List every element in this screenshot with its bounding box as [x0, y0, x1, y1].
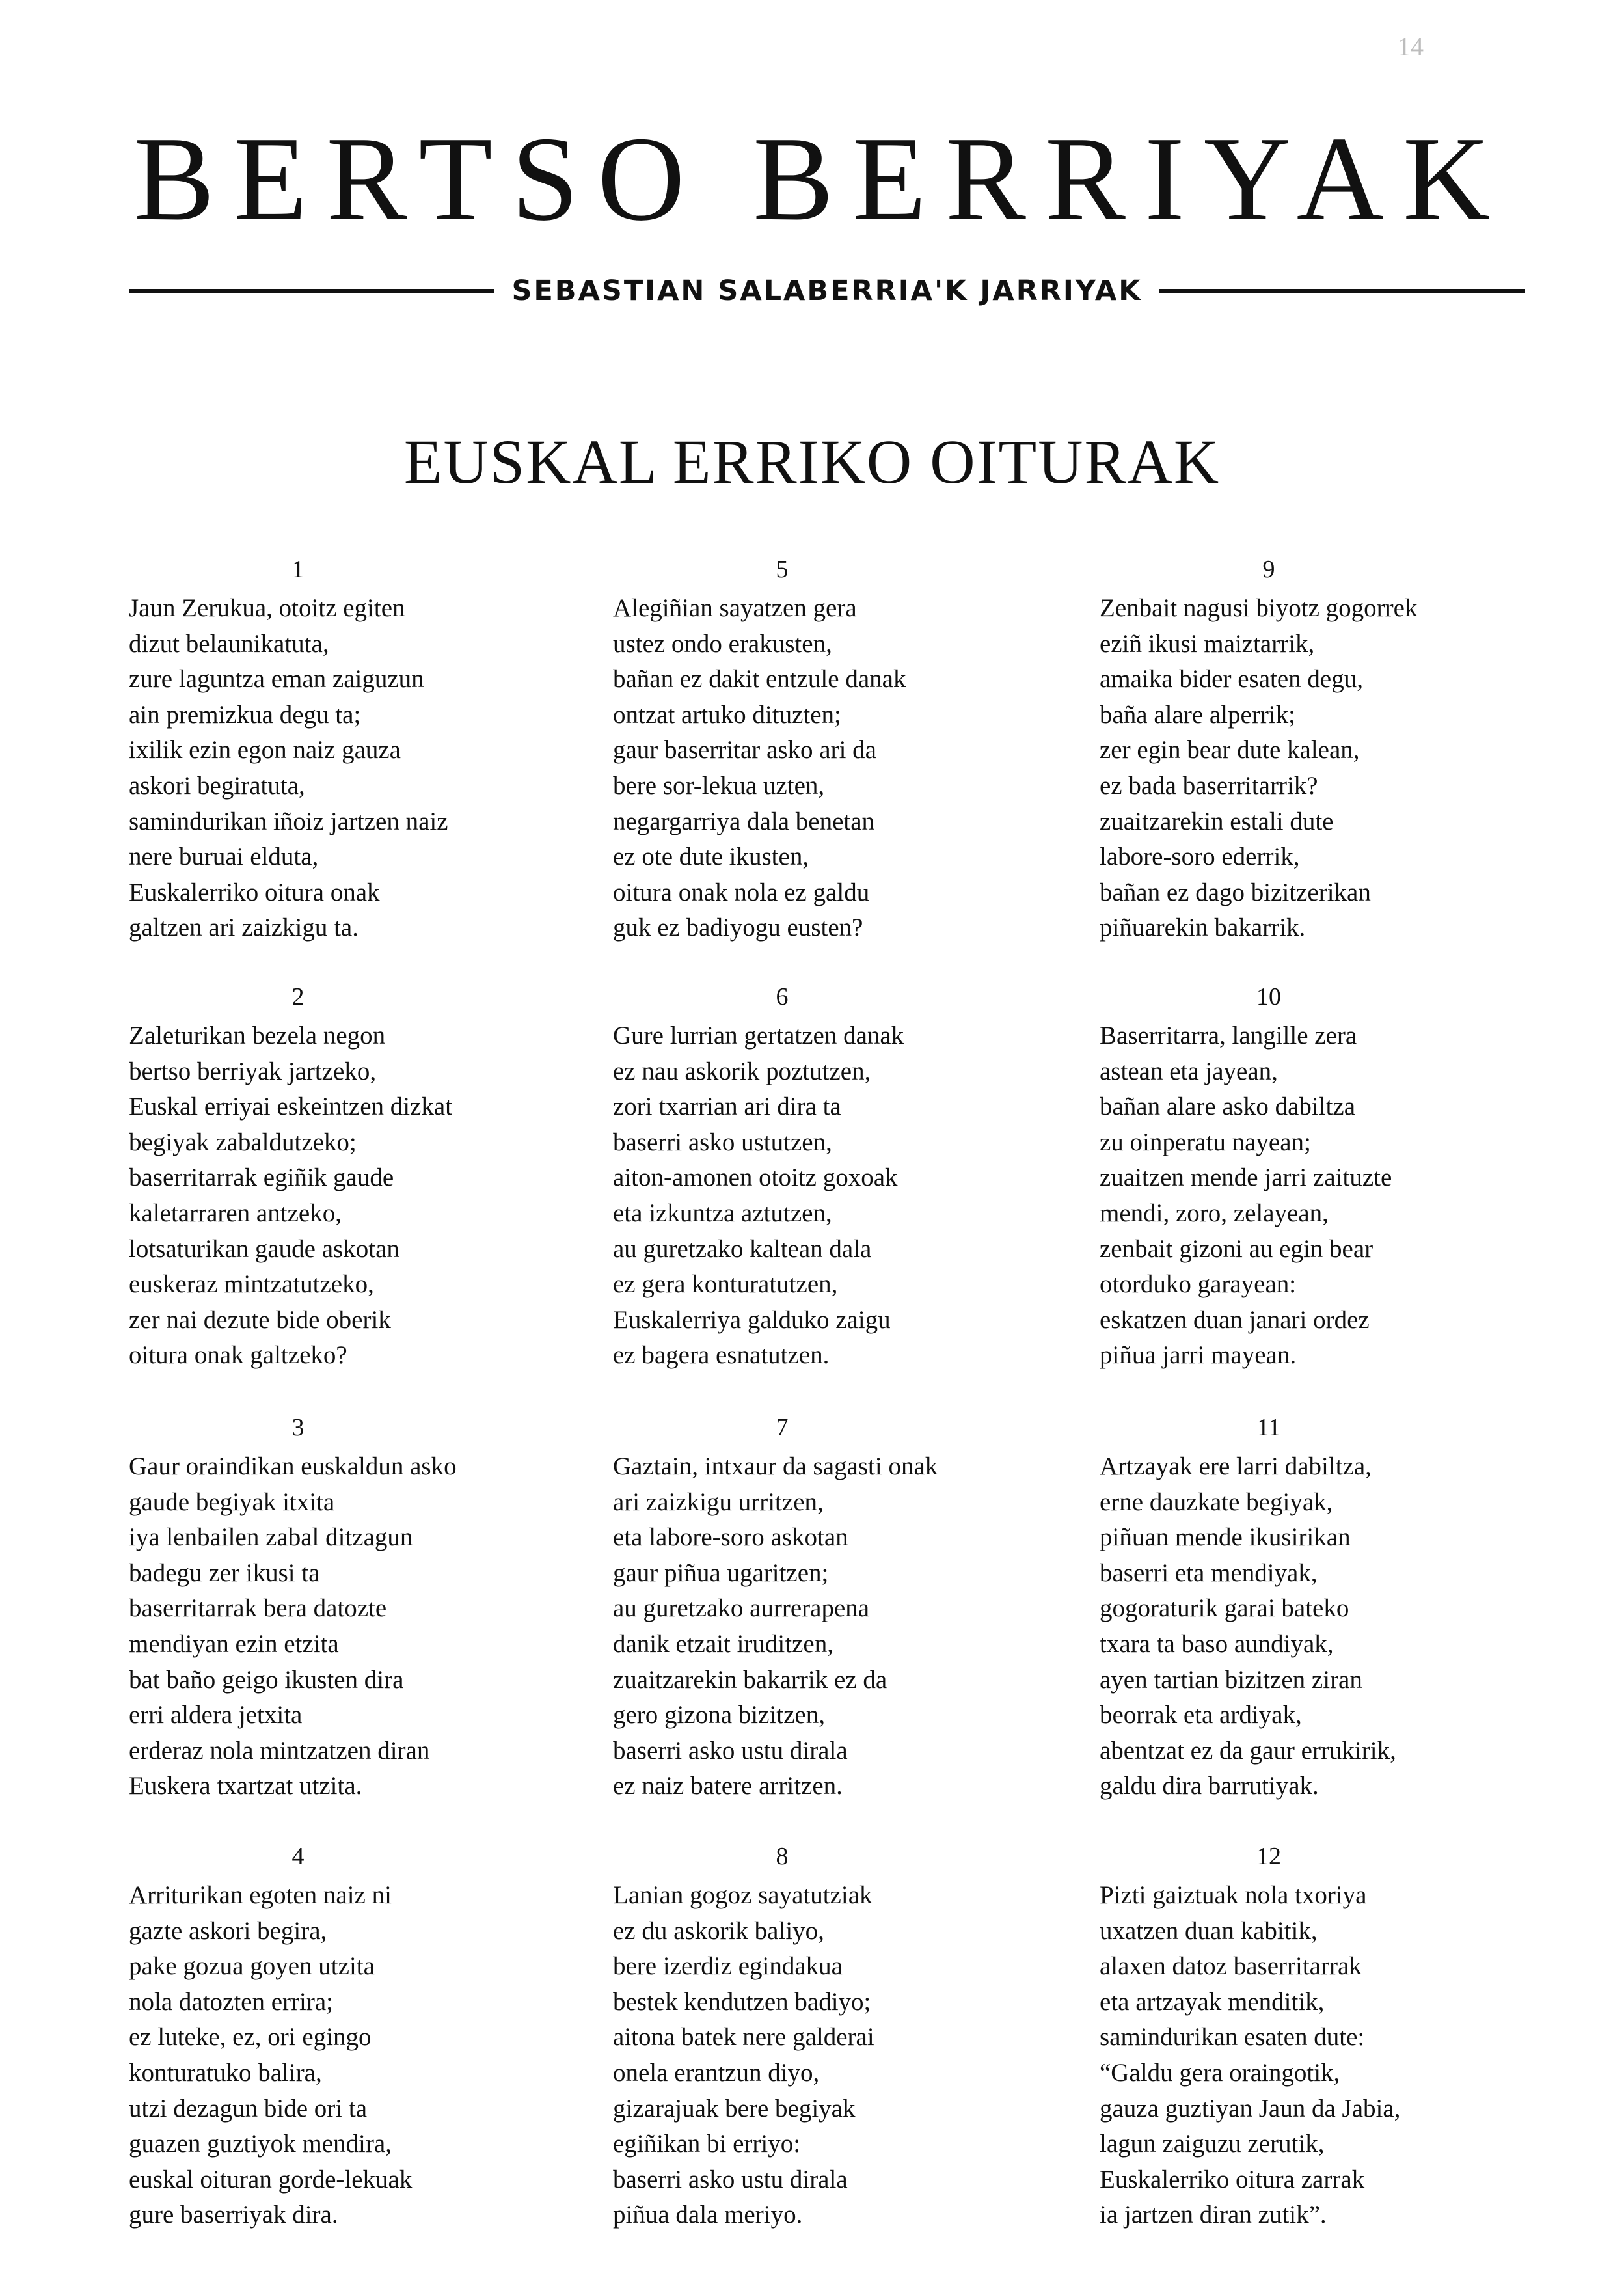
verse-line: negargarriya dala benetan: [613, 807, 875, 835]
stanza-lines: [613, 1018, 904, 1374]
verse-line: eskatzen duan janari ordez: [1100, 1305, 1370, 1334]
verse-line: nere buruai elduta,: [129, 843, 319, 871]
verse-line: ayen tartian bizitzen ziran: [1100, 1665, 1362, 1694]
verse-line: utzi dezagun bide ori ta: [129, 2094, 368, 2123]
verse-line: gazte askori begira,: [129, 1916, 327, 1945]
main-title: BERTSO BERRIYAK: [133, 112, 1509, 246]
verse-line: bañan alare asko dabiltza: [1100, 1093, 1356, 1121]
verse-line: bestek kendutzen badiyo;: [613, 1987, 871, 2016]
verse-line: zer egin bear dute kalean,: [1100, 736, 1360, 765]
stanza-lines: [613, 1449, 938, 1804]
byline-row: [129, 273, 1525, 308]
verse-line: begiyak zabaldutzeko;: [129, 1128, 357, 1156]
verse-line: galdu dira barrutiyak.: [1100, 1772, 1319, 1800]
verse-line: euskeraz mintzatutzeko,: [129, 1270, 374, 1299]
verse-line: ez bada baserritarrik?: [1100, 771, 1318, 800]
verse-line: Euskalerriko oitura zarrak: [1100, 2165, 1365, 2194]
verse-line: ez du askorik baliyo,: [613, 1916, 824, 1945]
stanza-number: 3: [291, 1414, 304, 1441]
verse-line: badegu zer ikusi ta: [129, 1558, 320, 1587]
verse-line: eta labore-soro askotan: [613, 1523, 848, 1552]
verse-line: erri aldera jetxita: [129, 1701, 303, 1730]
verse-line: lagun zaiguzu zerutik,: [1100, 2130, 1325, 2158]
stanza-lines: [129, 591, 448, 946]
verse-line: gaude begiyak itxita: [129, 1487, 335, 1516]
verse-line: gure baserriyak dira.: [129, 2201, 338, 2229]
verse-line: nola datozten errira;: [129, 1987, 333, 2016]
verse-line: zuaitzarekin bakarrik ez da: [613, 1665, 887, 1694]
verse-line: alaxen datoz baserritarrak: [1100, 1952, 1362, 1981]
verse-line: ari zaizkigu urritzen,: [613, 1487, 824, 1516]
verse-line: baserri asko ustu dirala: [613, 1736, 848, 1765]
verse-line: egiñikan bi erriyo:: [613, 2130, 801, 2158]
verse-line: lotsaturikan gaude askotan: [129, 1234, 399, 1263]
verse-line: piñua dala meriyo.: [613, 2201, 803, 2229]
verse-line: ixilik ezin egon naiz gauza: [129, 736, 401, 765]
verse-line: bañan ez dago bizitzerikan: [1100, 878, 1371, 906]
verse-line: guk ez badiyogu eusten?: [613, 914, 863, 942]
stanza-lines: [129, 1878, 412, 2233]
verse-line: Lanian gogoz sayatutziak: [613, 1881, 873, 1909]
verse-line: zori txarrian ari dira ta: [613, 1093, 841, 1121]
verse-line: Pizti gaiztuak nola txoriya: [1100, 1881, 1367, 1909]
verse-line: gaur piñua ugaritzen;: [613, 1558, 829, 1587]
verse-line: Gaur oraindikan euskaldun asko: [129, 1452, 457, 1480]
stanza-number: 2: [291, 983, 304, 1011]
verse-line: ia jartzen diran zutik”.: [1100, 2201, 1327, 2229]
verse-line: eziñ ikusi maiztarrik,: [1100, 629, 1315, 658]
verse-line: gauza guztiyan Jaun da Jabia,: [1100, 2094, 1401, 2123]
verse-line: au guretzako aurrerapena: [613, 1594, 870, 1623]
verse-line: Euskalerriko oitura onak: [129, 878, 380, 906]
verse-line: ez ote dute ikusten,: [613, 843, 809, 871]
stanza-lines: [129, 1449, 457, 1804]
stanza-number: 7: [776, 1414, 789, 1441]
stanza-lines: [1100, 1018, 1392, 1374]
verse-line: oitura onak galtzeko?: [129, 1341, 347, 1370]
verse-line: ez nau askorik poztutzen,: [613, 1057, 871, 1085]
stanza-number: 10: [1256, 983, 1281, 1011]
section-title: EUSKAL ERRIKO OITURAK: [403, 427, 1221, 496]
stanza-number: 8: [776, 1843, 789, 1870]
verse-line: euskal oituran gorde-lekuak: [129, 2165, 413, 2194]
verse-line: baserri eta mendiyak,: [1100, 1558, 1318, 1587]
verse-line: otorduko garayean:: [1100, 1270, 1297, 1299]
verse-line: ez luteke, ez, ori egingo: [129, 2023, 372, 2052]
verse-line: baserri asko ustu dirala: [613, 2165, 848, 2194]
verse-line: Euskera txartzat utzita.: [129, 1772, 362, 1800]
verse-line: Alegiñian sayatzen gera: [613, 594, 857, 622]
verse-line: galtzen ari zaizkigu ta.: [129, 914, 359, 942]
verse-line: samindurikan esaten dute:: [1100, 2023, 1365, 2052]
verse-line: samindurikan iñoiz jartzen naiz: [129, 807, 448, 835]
verse-line: bere sor-lekua uzten,: [613, 771, 825, 800]
verse-line: pake gozua goyen utzita: [129, 1952, 375, 1981]
verse-line: dizut belaunikatuta,: [129, 629, 329, 658]
verse-line: Zaleturikan bezela negon: [129, 1022, 386, 1050]
verse-line: Gaztain, intxaur da sagasti onak: [613, 1452, 938, 1480]
author-byline: SEBASTIAN SALABERRIA'K JARRIYAK: [511, 275, 1143, 307]
verse-line: baserritarrak egiñik gaude: [129, 1163, 394, 1192]
verse-line: konturatuko balira,: [129, 2058, 322, 2087]
verse-line: Baserritarra, langille zera: [1100, 1022, 1357, 1050]
verse-line: baserri asko ustutzen,: [613, 1128, 832, 1156]
verse-line: bat baño geigo ikusten dira: [129, 1665, 404, 1694]
verse-line: oitura onak nola ez galdu: [613, 878, 870, 906]
verse-line: Arriturikan egoten naiz ni: [129, 1881, 392, 1909]
verse-line: astean eta jayean,: [1100, 1057, 1278, 1085]
verse-line: ez gera konturatutzen,: [613, 1270, 838, 1299]
verse-line: Gure lurrian gertatzen danak: [613, 1022, 904, 1050]
verse-line: piñuan mende ikusirikan: [1100, 1523, 1351, 1552]
verse-line: askori begiratuta,: [129, 771, 305, 800]
verse-line: ain premizkua degu ta;: [129, 700, 361, 729]
verse-line: baserritarrak bera datozte: [129, 1594, 387, 1623]
verse-line: beorrak eta ardiyak,: [1100, 1701, 1302, 1730]
page-corner-mark: 14: [1398, 32, 1424, 61]
verse-line: eta izkuntza aztutzen,: [613, 1199, 832, 1227]
stanza-number: 5: [776, 556, 789, 583]
verse-line: baña alare alperrik;: [1100, 700, 1295, 729]
verse-line: gaur baserritar asko ari da: [613, 736, 876, 765]
stanza-number: 11: [1256, 1414, 1281, 1441]
verse-line: gero gizona bizitzen,: [613, 1701, 825, 1730]
verse-line: zure laguntza eman zaiguzun: [129, 665, 424, 694]
verse-line: zer nai dezute bide oberik: [129, 1305, 391, 1334]
verse-line: ez naiz batere arritzen.: [613, 1772, 843, 1800]
verse-line: txara ta baso aundiyak,: [1100, 1629, 1334, 1658]
left-rule: [129, 289, 494, 293]
verse-line: onela erantzun diyo,: [613, 2058, 820, 2087]
verse-line: danik etzait iruditzen,: [613, 1629, 833, 1658]
verse-line: uxatzen duan kabitik,: [1100, 1916, 1318, 1945]
verse-line: kaletarraren antzeko,: [129, 1199, 342, 1227]
right-rule: [1159, 289, 1525, 293]
stanza-number: 6: [776, 983, 789, 1011]
verse-line: guazen guztiyok mendira,: [129, 2130, 392, 2158]
verse-line: gogoraturik garai bateko: [1100, 1594, 1349, 1623]
verse-line: aiton-amonen otoitz goxoak: [613, 1163, 898, 1192]
verse-line: au guretzako kaltean dala: [613, 1234, 872, 1263]
verse-line: Zenbait nagusi biyotz gogorrek: [1100, 594, 1418, 622]
verse-line: erderaz nola mintzatzen diran: [129, 1736, 430, 1765]
stanza-lines: [613, 1878, 874, 2233]
verse-line: piñuarekin bakarrik.: [1100, 914, 1306, 942]
verse-line: Jaun Zerukua, otoitz egiten: [129, 594, 405, 622]
verse-line: zenbait gizoni au egin bear: [1100, 1234, 1374, 1263]
verse-line: “Galdu gera oraingotik,: [1100, 2058, 1340, 2087]
verse-line: bañan ez dakit entzule danak: [613, 665, 906, 694]
verse-line: Artzayak ere larri dabiltza,: [1100, 1452, 1372, 1480]
stanza-lines: [1100, 1878, 1400, 2233]
verse-line: zuaitzen mende jarri zaituzte: [1100, 1163, 1392, 1192]
stanza-number: 4: [291, 1843, 304, 1870]
stanza-lines: [1100, 591, 1417, 946]
verse-line: ez bagera esnatutzen.: [613, 1341, 830, 1370]
stanza-lines: [129, 1018, 452, 1374]
verse-line: Euskal erriyai eskeintzen dizkat: [129, 1093, 453, 1121]
stanza-number: 12: [1256, 1843, 1281, 1870]
verse-line: mendi, zoro, zelayean,: [1100, 1199, 1329, 1227]
verse-line: ustez ondo erakusten,: [613, 629, 832, 658]
stanza-lines: [613, 591, 906, 946]
verse-line: ontzat artuko dituzten;: [613, 700, 841, 729]
verse-line: eta artzayak menditik,: [1100, 1987, 1325, 2016]
verse-line: gizarajuak bere begiyak: [613, 2094, 856, 2123]
verse-line: piñua jarri mayean.: [1100, 1341, 1297, 1370]
verse-line: aitona batek nere galderai: [613, 2023, 874, 2052]
verse-line: labore-soro ederrik,: [1100, 843, 1300, 871]
verse-line: zuaitzarekin estali dute: [1100, 807, 1334, 835]
verse-line: mendiyan ezin etzita: [129, 1629, 339, 1658]
verse-line: abentzat ez da gaur errukirik,: [1100, 1736, 1396, 1765]
stanza-lines: [1100, 1449, 1396, 1804]
verse-line: bertso berriyak jartzeko,: [129, 1057, 377, 1085]
verse-line: amaika bider esaten degu,: [1100, 665, 1363, 694]
stanza-number: 9: [1262, 556, 1275, 583]
verse-line: iya lenbailen zabal ditzagun: [129, 1523, 413, 1552]
verse-line: zu oinperatu nayean;: [1100, 1128, 1311, 1156]
verse-line: bere izerdiz egindakua: [613, 1952, 843, 1981]
verse-line: Euskalerriya galduko zaigu: [613, 1305, 891, 1334]
stanza-number: 1: [291, 556, 304, 583]
verse-line: erne dauzkate begiyak,: [1100, 1487, 1333, 1516]
